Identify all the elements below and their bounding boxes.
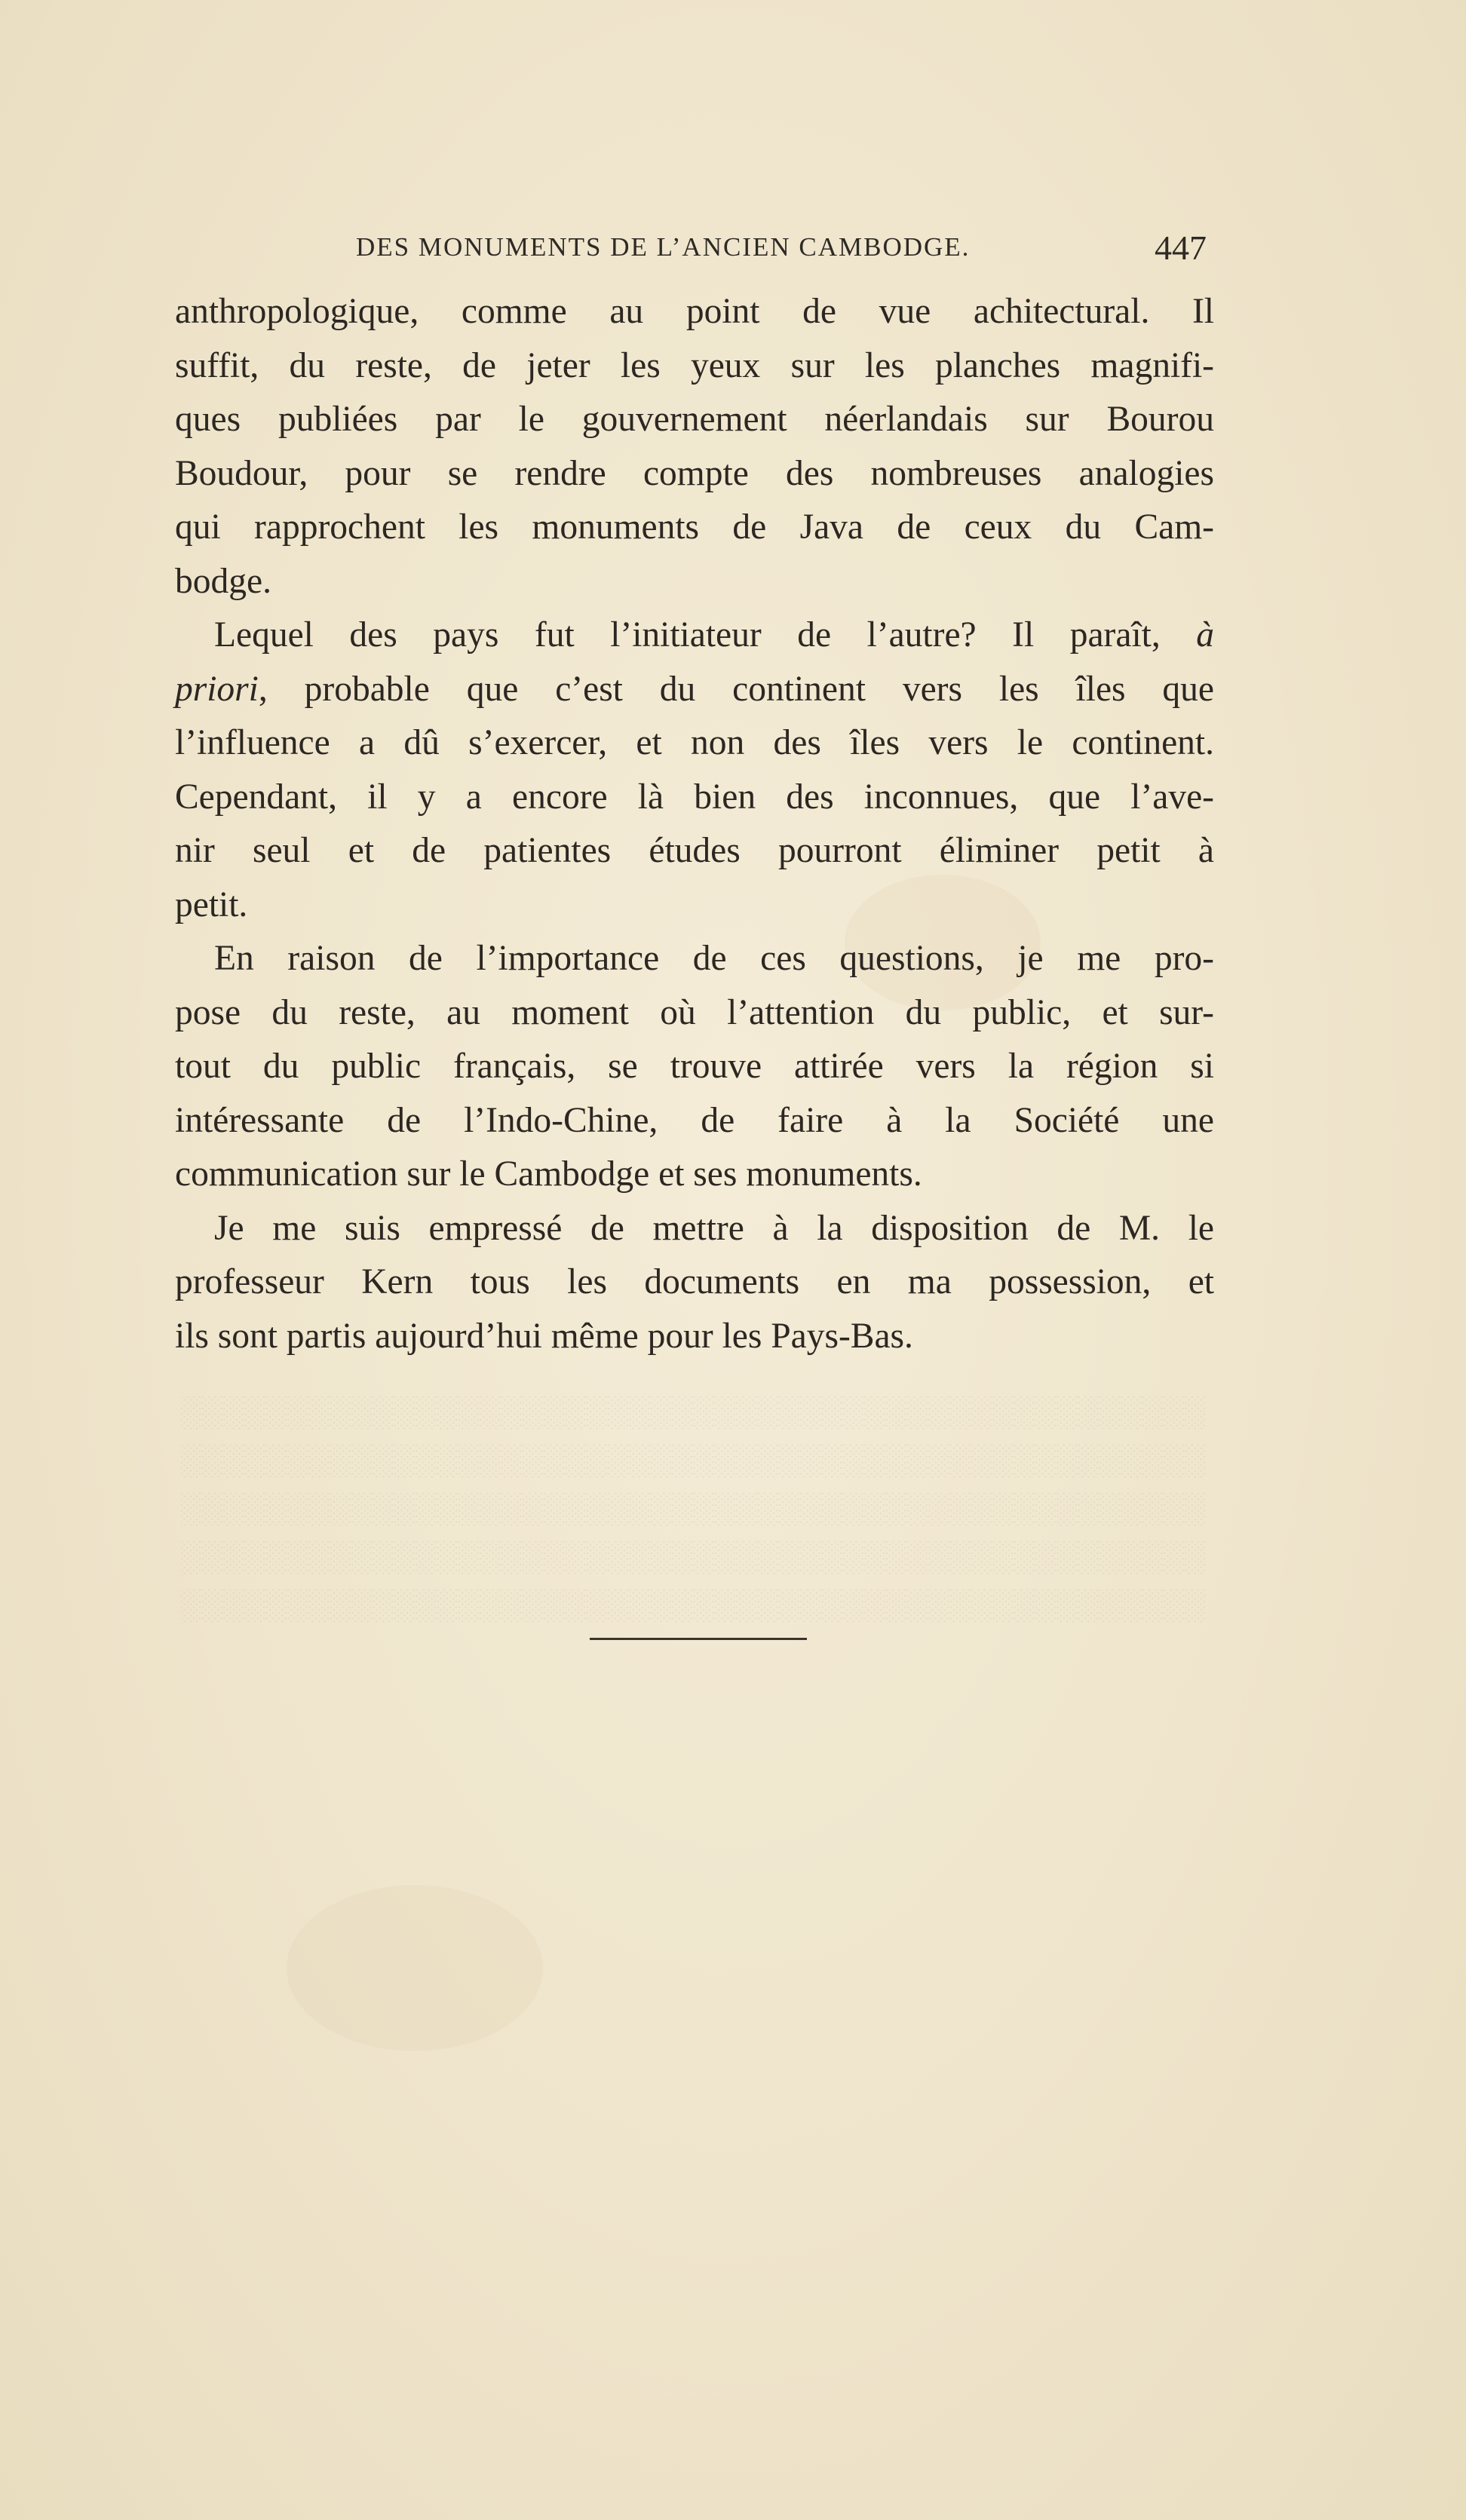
page-number: 447 bbox=[1155, 228, 1207, 267]
show-through-texture: ░░░░░░░░░░░░░░░░░░░░░░░░░░░░░░░░░░░░░░░░░░░░░░░░ ░░░░░░░░░░░░░░░░░░░░░░░░░░░░░░░░░░░░░░░░░░░░░░░░ ░░░░░░░░░░░░░░░░░░░░░░░░░░░░░░░░░░░░░░░░░░░░░░░░ ░░░░░░░░░░░░░░░░░░░░░░░░░░░░░░░░░░░░░░░░░░░░░░░░ ░░░░░░░░░░░░░░░░░░░░░░░░░░░░░░░░░░░░░░░░░░░░░░░░ bbox=[181, 1394, 1207, 1621]
text-line: petit. bbox=[175, 884, 248, 924]
text-line bbox=[175, 663, 1214, 717]
text-line: bodge. bbox=[175, 561, 271, 601]
text-line: nir seul et de patientes études pourront éliminer petit à bbox=[175, 831, 1214, 870]
running-header bbox=[175, 228, 1214, 273]
text-line: En raison de l’importance de ces questions, je me pro- bbox=[214, 939, 1214, 978]
body-text bbox=[175, 285, 1214, 1363]
text-line: ques publiées par le gouvernement néerlandais sur Bourou bbox=[175, 400, 1214, 439]
italic-text: à bbox=[1196, 615, 1215, 655]
text-line: qui rapprochent les monuments de Java de ceux du Cam- bbox=[175, 507, 1214, 547]
text-line: Je me suis empressé de mettre à la disposition de M. le bbox=[214, 1208, 1214, 1248]
text-line: pose du reste, au moment où l’attention du public, et sur- bbox=[175, 992, 1214, 1032]
text-line: professeur Kern tous les documents en ma possession, et bbox=[175, 1262, 1214, 1301]
text-line bbox=[175, 609, 1214, 663]
text-line: communication sur le Cambodge et ses monuments. bbox=[175, 1154, 922, 1194]
text-line: intéressante de l’Indo-Chine, de faire à la Société une bbox=[175, 1100, 1214, 1140]
text-line: l’influence a dû s’exercer, et non des îles vers le continent. bbox=[175, 723, 1214, 762]
text-line: Boudour, pour se rendre compte des nombreuses analogies bbox=[175, 453, 1214, 493]
text-segment: , probable que c’est du continent vers les îles que bbox=[258, 669, 1214, 709]
text-line: anthropologique, comme au point de vue achitectural. Il bbox=[175, 292, 1214, 331]
italic-text: priori bbox=[175, 669, 259, 709]
text-line: tout du public français, se trouve attirée vers la région si bbox=[175, 1047, 1214, 1086]
section-divider bbox=[590, 1638, 807, 1640]
text-line: suffit, du reste, de jeter les yeux sur les planches magnifi- bbox=[175, 345, 1214, 385]
text-line: ils sont partis aujourd’hui même pour les Pays-Bas. bbox=[175, 1316, 913, 1356]
running-title: DES MONUMENTS DE L’ANCIEN CAMBODGE. bbox=[356, 232, 971, 262]
text-segment: Lequel des pays fut l’initiateur de l’autre? Il paraît, bbox=[214, 615, 1161, 655]
text-line: Cependant, il y a encore là bien des inconnues, que l’ave- bbox=[175, 777, 1214, 817]
